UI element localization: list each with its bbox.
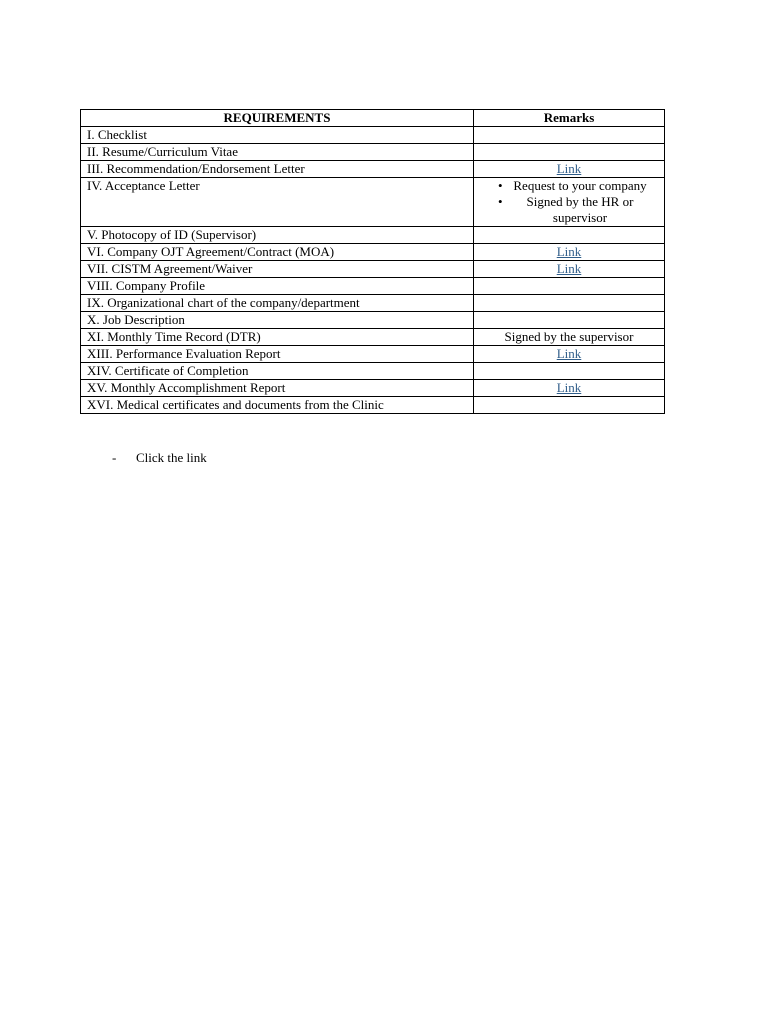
- requirement-cell: VI. Company OJT Agreement/Contract (MOA): [81, 244, 474, 261]
- requirement-cell: XI. Monthly Time Record (DTR): [81, 329, 474, 346]
- remark-cell: [474, 261, 665, 278]
- table-row: [81, 244, 665, 261]
- table-row: [81, 329, 665, 346]
- endorsement-letter-link[interactable]: Link: [556, 161, 582, 176]
- requirement-cell: XV. Monthly Accomplishment Report: [81, 380, 474, 397]
- remark-cell: [474, 295, 665, 312]
- remark-cell: [474, 363, 665, 380]
- requirement-cell: III. Recommendation/Endorsement Letter: [81, 161, 474, 178]
- requirement-cell: XIII. Performance Evaluation Report: [81, 346, 474, 363]
- table-row: [81, 380, 665, 397]
- table-row: [81, 227, 665, 244]
- requirement-cell: II. Resume/Curriculum Vitae: [81, 144, 474, 161]
- requirements-header: REQUIREMENTS: [81, 110, 474, 127]
- note-dash: -: [112, 450, 117, 465]
- bullet-icon: •: [498, 194, 503, 209]
- requirement-cell: XVI. Medical certificates and documents from the Clinic: [81, 397, 474, 414]
- remark-cell: [474, 278, 665, 295]
- accomplishment-report-link[interactable]: Link: [556, 380, 582, 395]
- bullet-icon: •: [498, 178, 503, 193]
- evaluation-report-link[interactable]: Link: [556, 346, 582, 361]
- table-row: [81, 278, 665, 295]
- remark-cell: [474, 346, 665, 363]
- requirement-cell: VIII. Company Profile: [81, 278, 474, 295]
- click-link-note: [112, 450, 207, 466]
- table-row: [81, 261, 665, 278]
- remark-cell: [474, 380, 665, 397]
- note-text: Click the link: [136, 450, 207, 465]
- requirement-cell: V. Photocopy of ID (Supervisor): [81, 227, 474, 244]
- remark-cell: [474, 127, 665, 144]
- table-row: [81, 295, 665, 312]
- requirement-cell: X. Job Description: [81, 312, 474, 329]
- remark-cell: [474, 161, 665, 178]
- remark-cell: [474, 144, 665, 161]
- table-row: [81, 161, 665, 178]
- table-row: [81, 363, 665, 380]
- table-row: [81, 312, 665, 329]
- requirement-cell: VII. CISTM Agreement/Waiver: [81, 261, 474, 278]
- remark-cell: Signed by the supervisor: [474, 329, 665, 346]
- waiver-link[interactable]: Link: [556, 261, 582, 276]
- remark-bullet-item: • Request to your company: [498, 178, 647, 193]
- requirement-cell: I. Checklist: [81, 127, 474, 144]
- moa-link[interactable]: Link: [556, 244, 582, 259]
- table-row: [81, 127, 665, 144]
- table-row: [81, 346, 665, 363]
- remark-cell: [474, 312, 665, 329]
- remark-bullet-list: [480, 178, 658, 226]
- remarks-header: Remarks: [474, 110, 665, 127]
- table-row: [81, 397, 665, 414]
- remark-cell: [474, 397, 665, 414]
- remark-cell: [474, 227, 665, 244]
- remark-cell: [474, 244, 665, 261]
- table-header-row: [81, 110, 665, 127]
- requirements-table: [80, 109, 665, 414]
- requirement-cell: IV. Acceptance Letter: [81, 178, 474, 227]
- requirement-cell: XIV. Certificate of Completion: [81, 363, 474, 380]
- remark-bullet-item: • Signed by the HR or supervisor: [498, 194, 634, 225]
- table-row: [81, 144, 665, 161]
- remark-cell: [474, 178, 665, 227]
- table-row: [81, 178, 665, 227]
- requirement-cell: IX. Organizational chart of the company/department: [81, 295, 474, 312]
